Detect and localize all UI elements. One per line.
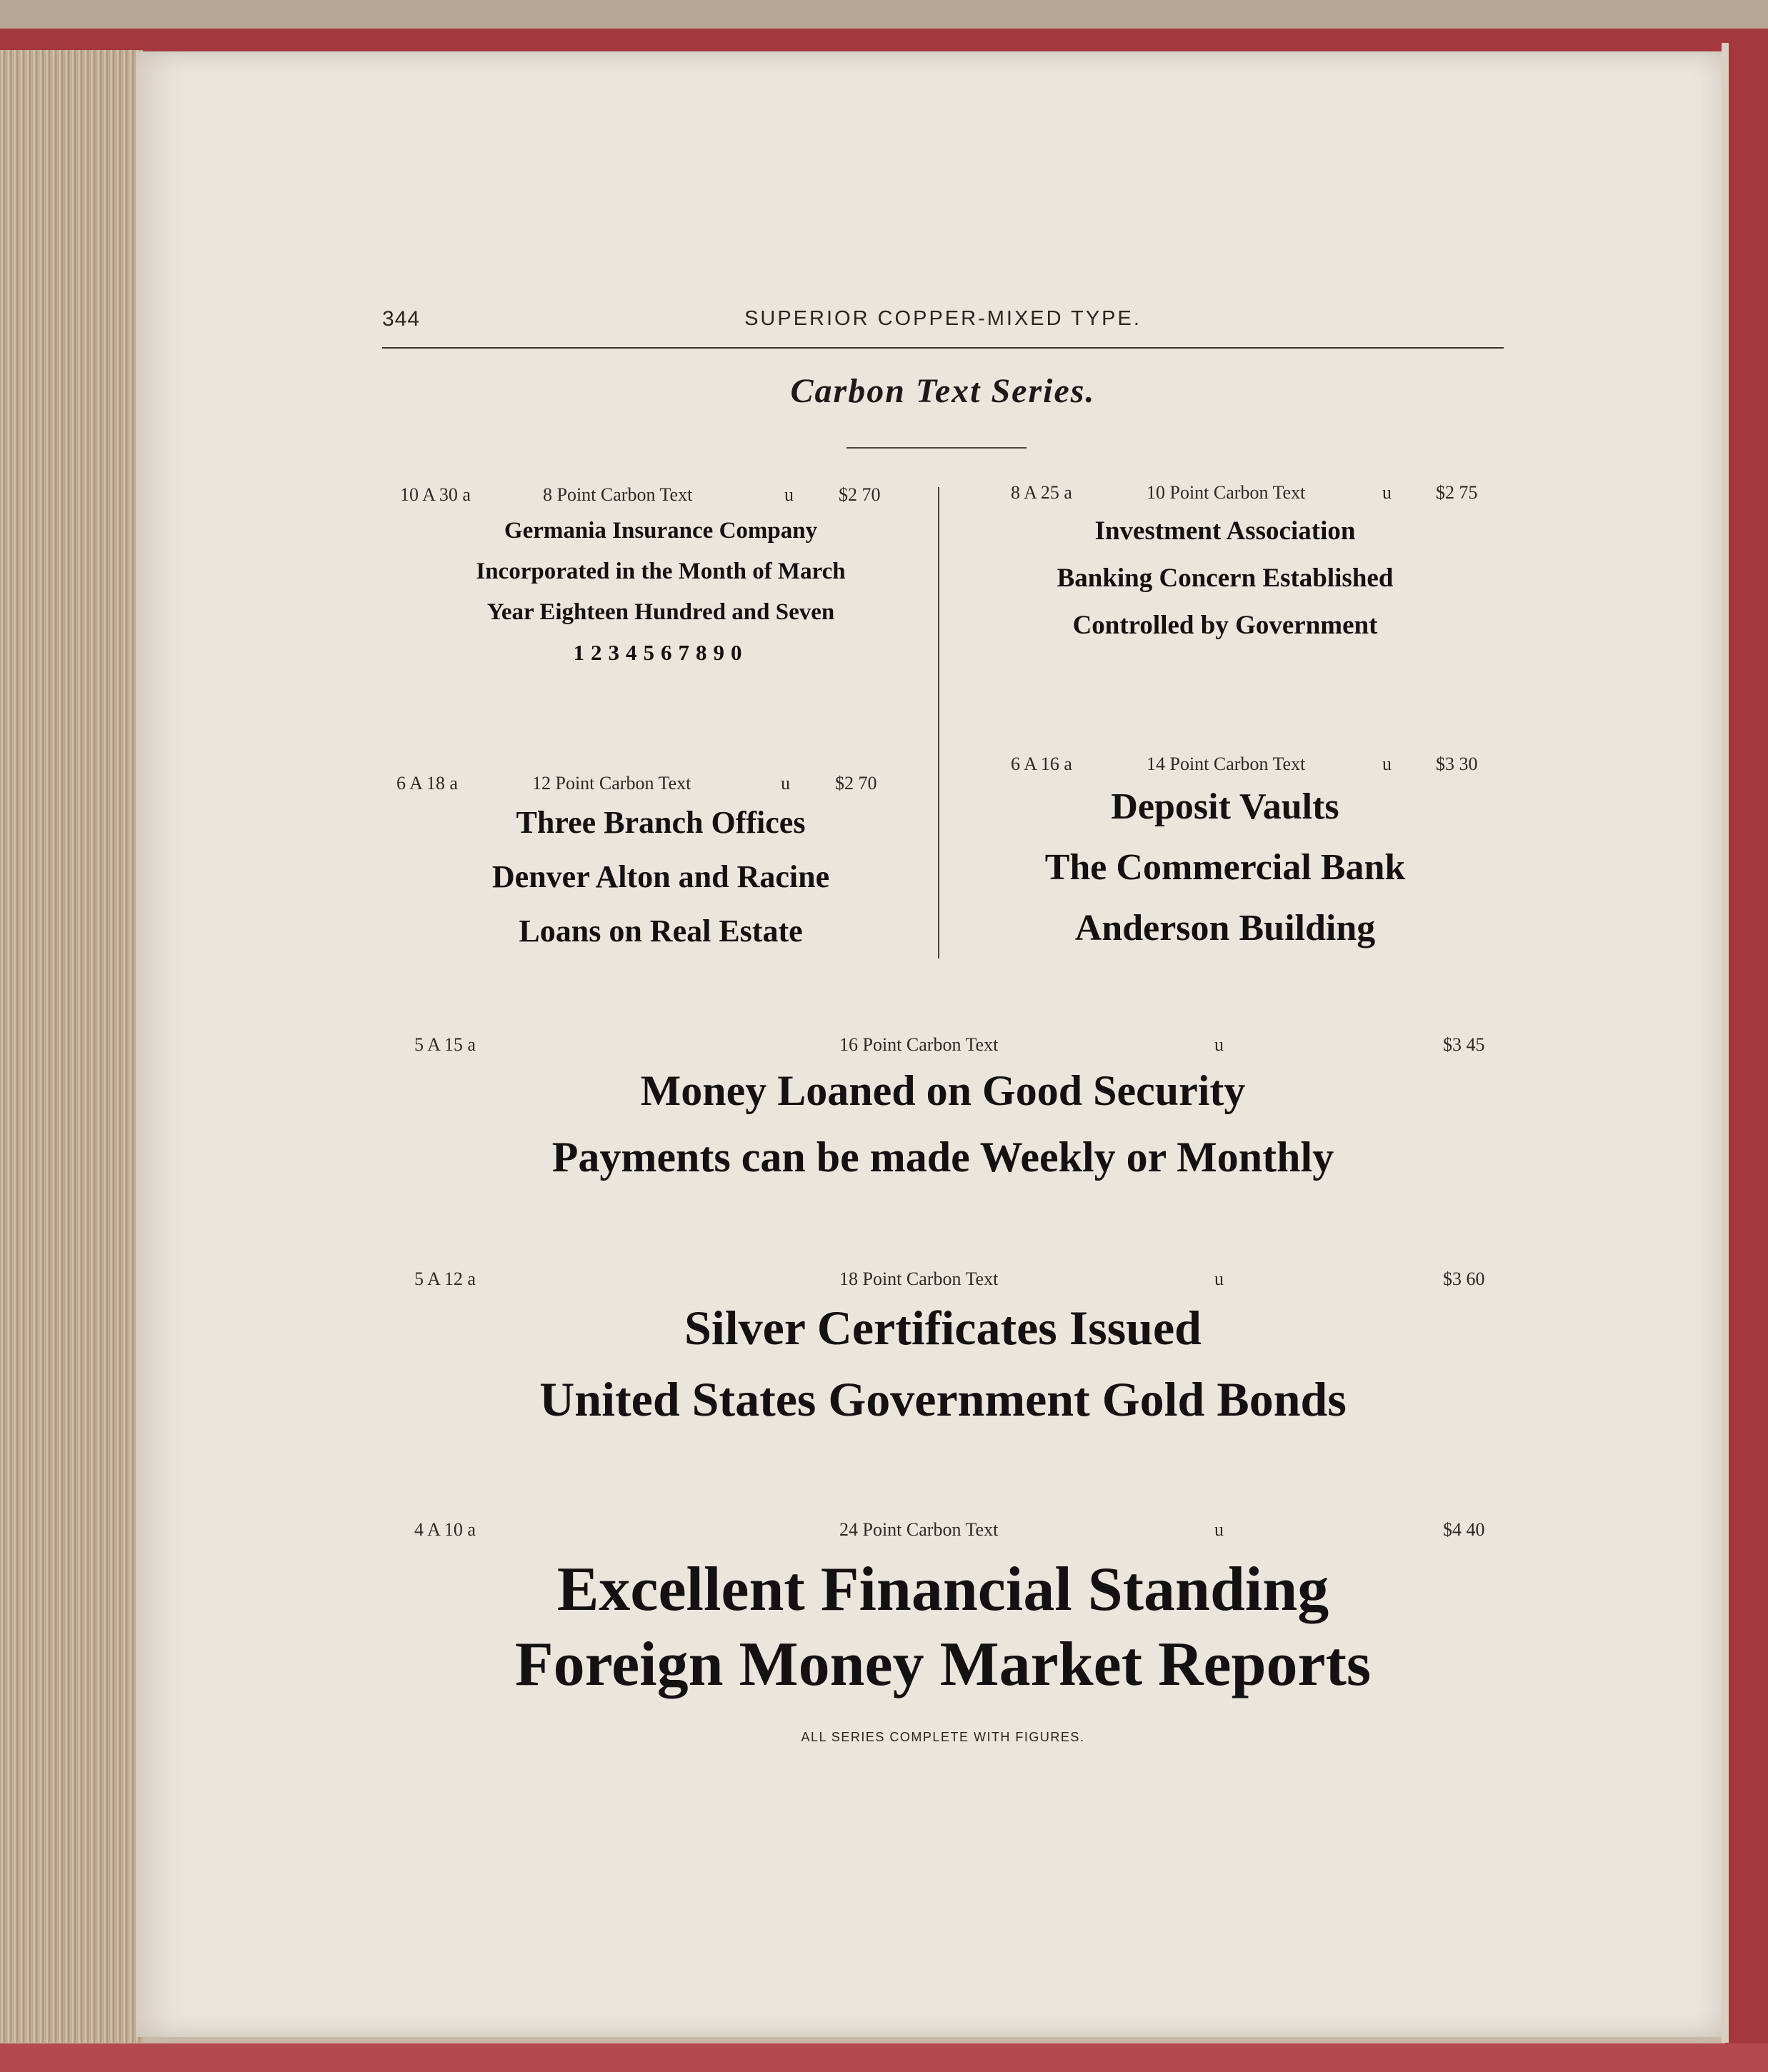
specimen-line: Three Branch Offices — [516, 805, 806, 840]
page-gutter — [1722, 43, 1729, 2043]
point-size-label: 12 Point Carbon Text — [532, 773, 691, 794]
specimen-line: Germania Insurance Company — [504, 518, 818, 544]
specimen-header — [1011, 482, 1497, 506]
cover-edge-right — [1725, 29, 1768, 2071]
specimen-line: Denver Alton and Racine — [491, 859, 830, 894]
point-size-label: 14 Point Carbon Text — [1147, 754, 1306, 774]
specimen-line: The Commercial Bank — [1044, 847, 1406, 888]
specimen-line: Silver Certificates Issued — [684, 1301, 1202, 1355]
font-count: 10 A 30 a — [400, 484, 471, 505]
specimen-header — [414, 1268, 1486, 1293]
head-rule — [382, 347, 1504, 349]
mark: u — [781, 773, 790, 794]
page-fore-edge — [0, 50, 143, 2043]
font-count: 4 A 10 a — [414, 1519, 476, 1540]
price: $3 45 — [1443, 1034, 1485, 1055]
running-head — [382, 307, 1504, 343]
cover-edge-bottom — [0, 2043, 1768, 2072]
price: $2 70 — [839, 484, 881, 505]
specimen-line: Anderson Building — [1074, 908, 1376, 949]
specimen-line: Excellent Financial Standing — [556, 1555, 1329, 1624]
point-size-label: 24 Point Carbon Text — [839, 1519, 999, 1540]
price: $3 30 — [1436, 754, 1478, 774]
specimen-header — [400, 484, 900, 509]
running-title: SUPERIOR COPPER-MIXED TYPE. — [744, 307, 1142, 330]
specimen-header — [396, 773, 897, 797]
price: $2 70 — [835, 773, 877, 794]
point-size-label: 8 Point Carbon Text — [543, 484, 693, 505]
title-rule — [846, 447, 1027, 449]
font-count: 8 A 25 a — [1011, 482, 1072, 503]
specimen-line: Banking Concern Established — [1057, 564, 1394, 593]
mark: u — [1214, 1519, 1224, 1540]
mark: u — [1382, 482, 1392, 503]
page-number: 344 — [382, 307, 421, 331]
specimen-line: United States Government Gold Bonds — [539, 1372, 1347, 1426]
specimen-line: Money Loaned on Good Security — [640, 1067, 1246, 1114]
mark: u — [784, 484, 794, 505]
specimen-header — [414, 1034, 1486, 1058]
font-count: 5 A 15 a — [414, 1034, 476, 1055]
specimen-line: Loans on Real Estate — [519, 914, 803, 949]
point-size-label: 16 Point Carbon Text — [839, 1034, 999, 1055]
font-count: 6 A 18 a — [396, 773, 458, 794]
price: $2 75 — [1436, 482, 1478, 503]
specimen-line: Incorporated in the Month of March — [476, 559, 846, 584]
point-size-label: 18 Point Carbon Text — [839, 1268, 999, 1289]
price: $4 40 — [1443, 1519, 1485, 1540]
price: $3 60 — [1443, 1268, 1485, 1289]
mark: u — [1214, 1034, 1224, 1055]
footer-note: ALL SERIES COMPLETE WITH FIGURES. — [801, 1730, 1085, 1744]
specimen-line: Deposit Vaults — [1111, 786, 1339, 827]
font-count: 6 A 16 a — [1011, 754, 1072, 774]
specimen-header — [414, 1519, 1486, 1543]
specimen-line: Year Eighteen Hundred and Seven — [486, 599, 835, 625]
font-count: 5 A 12 a — [414, 1268, 476, 1289]
mark: u — [1214, 1268, 1224, 1289]
mark: u — [1382, 754, 1392, 774]
specimen-line: Payments can be made Weekly or Monthly — [551, 1133, 1334, 1181]
specimen-line: Investment Association — [1094, 516, 1356, 546]
specimen-figures: 1234567890 — [573, 640, 749, 665]
series-title: Carbon Text Series. — [790, 372, 1096, 410]
specimen-line: Controlled by Government — [1072, 611, 1378, 640]
point-size-label: 10 Point Carbon Text — [1147, 482, 1306, 503]
specimen-header — [1011, 754, 1497, 778]
specimen-line: Foreign Money Market Reports — [514, 1630, 1372, 1699]
